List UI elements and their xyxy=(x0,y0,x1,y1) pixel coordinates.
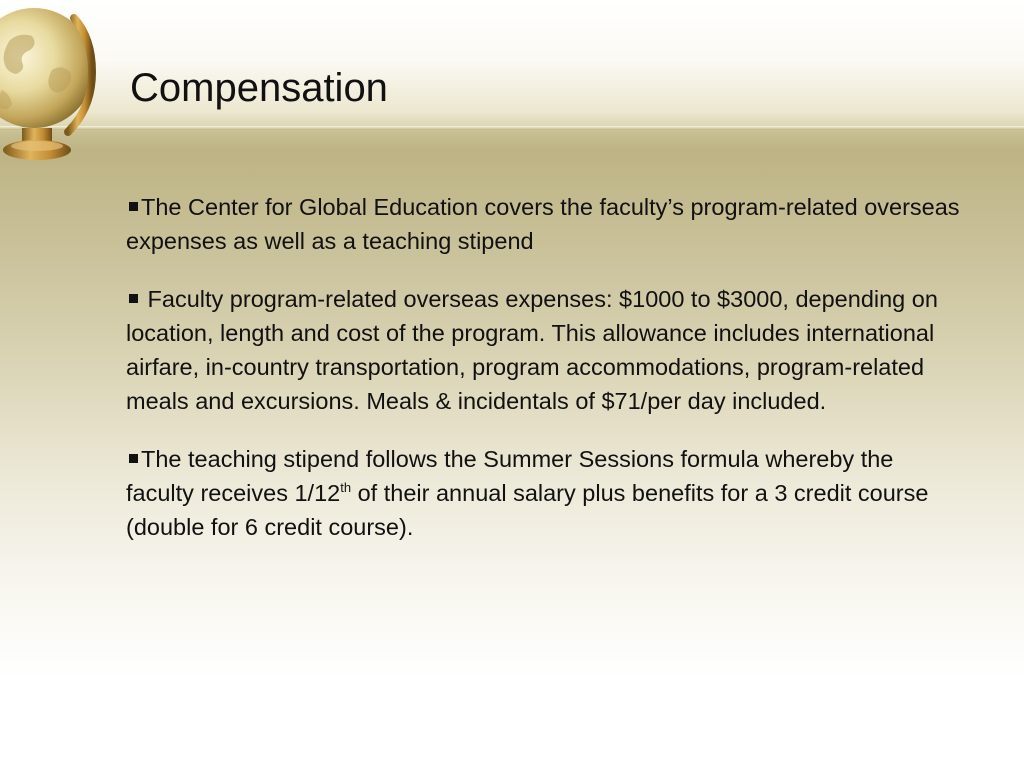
slide-title: Compensation xyxy=(130,66,388,110)
bullet-item-overseas-expenses xyxy=(126,282,966,418)
square-bullet-icon xyxy=(129,202,138,211)
bullet-list xyxy=(126,190,966,568)
bullet-item-teaching-stipend xyxy=(126,442,966,544)
bullet-text: The Center for Global Education covers the faculty’s program-related overseas expenses as well as a teaching stipend xyxy=(126,194,960,254)
bullet-text-before: The teaching stipend follows the Summer Sessions formula whereby the faculty receives 1/12 xyxy=(126,446,894,506)
bullet-text: Faculty program-related overseas expenses: $1000 to $3000, depending on location, length and cost of the program. This allowance includes international airfare, in-country transportation, program accommodations, program-related meals and excursions. Meals & incidentals of $71/per day included. xyxy=(126,286,938,414)
bullet-text-after: of their annual salary plus benefits for a 3 credit course (double for 6 credit course). xyxy=(126,480,929,540)
ordinal-superscript: th xyxy=(340,480,352,496)
square-bullet-icon xyxy=(129,294,138,303)
globe-icon xyxy=(0,0,102,170)
bullet-item-global-education xyxy=(126,190,966,258)
title-divider xyxy=(0,126,1024,130)
square-bullet-icon xyxy=(129,454,138,463)
